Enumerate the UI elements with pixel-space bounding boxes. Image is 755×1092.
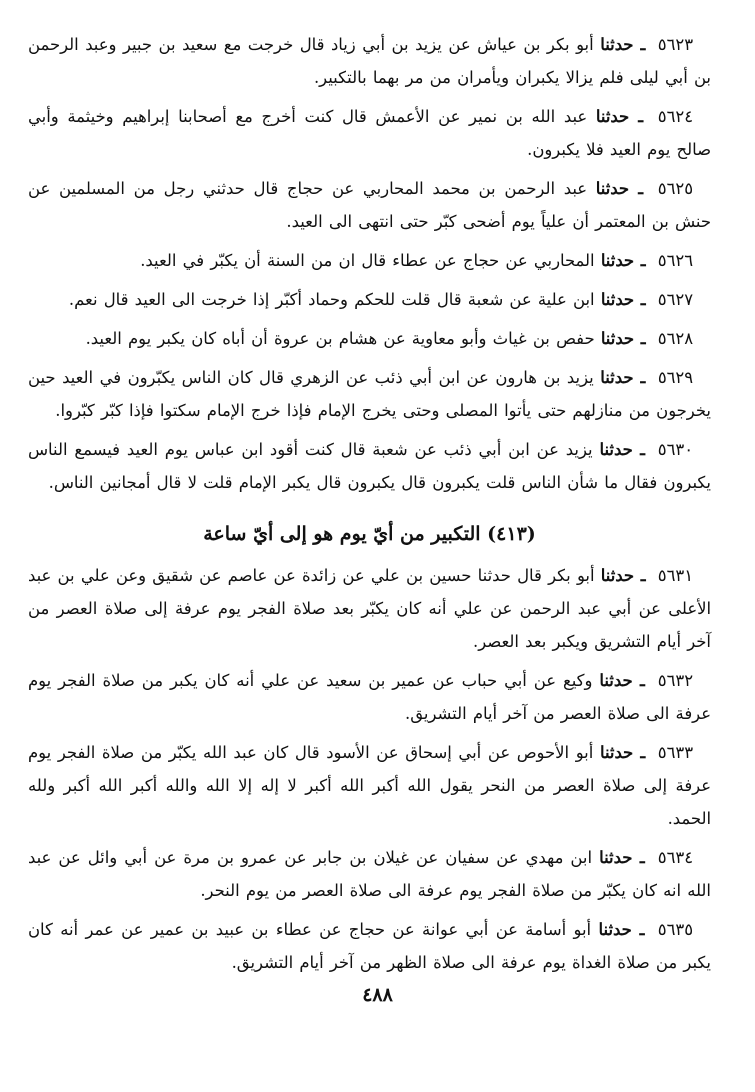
hadith-number: ٥٦٢٣ — [657, 35, 693, 54]
hadith-lead: ـ حدثنا — [599, 671, 645, 690]
hadith-paragraph — [28, 433, 711, 499]
hadith-lead: ـ حدثنا — [595, 179, 644, 198]
hadith-paragraph — [28, 283, 711, 316]
hadith-text: عبد الرحمن بن محمد المحاربي عن حجاج قال حدثني رجل من المسلمين عن حنش بن المعتمر أن علياً يوم أضحى كبّر حتى انتهى الى العيد. — [28, 179, 711, 231]
hadith-paragraph — [28, 28, 711, 94]
hadith-lead: ـ حدثنا — [600, 35, 646, 54]
hadith-text: يزيد عن ابن أبي ذئب عن شعبة قال كنت أقود ابن عباس يوم العيد فيسمع الناس يكبرون فقال ما شأن الناس قلت يكبرون قال يكبرون قال يكبر الإمام قلت لا قال أمجانين الناس. — [28, 440, 711, 492]
page-number: ٤٨٨ — [362, 984, 393, 1006]
hadith-number: ٥٦٣٣ — [657, 743, 694, 762]
hadith-number: ٥٦٣١ — [657, 566, 693, 585]
hadith-lead: ـ حدثنا — [600, 566, 646, 585]
hadith-lead: ـ حدثنا — [600, 251, 646, 270]
hadith-paragraph — [28, 664, 711, 730]
hadith-list-top — [28, 28, 711, 499]
hadith-paragraph — [28, 100, 711, 166]
hadith-text: أبو بكر قال حدثنا حسين بن علي عن زائدة عن عاصم عن شقيق وعن علي بن عبد الأعلى عن أبي عبد الرحمن عن علي أنه كان يكبّر بعد صلاة الفجر يوم عرفة إلى صلاة العصر من آخر أيام التشريق ويكبر بعد العصر. — [28, 566, 711, 651]
hadith-paragraph — [28, 736, 711, 835]
section-heading: (٤١٣) التكبير من أيّ يوم هو إلى أيّ ساعة — [203, 523, 536, 545]
hadith-lead: ـ حدثنا — [600, 329, 646, 348]
hadith-number: ٥٦٢٧ — [657, 290, 693, 309]
hadith-list-bottom — [28, 559, 711, 979]
hadith-number: ٥٦٢٩ — [657, 368, 694, 387]
hadith-paragraph — [28, 172, 711, 238]
hadith-number: ٥٦٢٥ — [657, 179, 694, 198]
hadith-paragraph — [28, 559, 711, 658]
hadith-text: وكيع عن أبي حباب عن عمير بن سعيد عن علي أنه كان يكبر من صلاة الفجر يوم عرفة الى صلاة العصر من آخر أيام التشريق. — [28, 671, 711, 723]
hadith-number: ٥٦٢٦ — [657, 251, 693, 270]
hadith-number: ٥٦٣٢ — [657, 671, 693, 690]
hadith-text: حفص بن غياث وأبو معاوية عن هشام بن عروة أن أباه كان يكبر يوم العيد. — [85, 329, 595, 348]
hadith-text: أبو أسامة عن أبي عوانة عن حجاج عن عطاء بن عبيد بن عمير عن عمر أنه كان يكبر من صلاة الغداة يوم عرفة الى صلاة الظهر من آخر أيام التشريق. — [28, 920, 711, 972]
hadith-paragraph — [28, 841, 711, 907]
hadith-text: يزيد بن هارون عن ابن أبي ذئب عن الزهري قال كان الناس يكبّرون في العيد حين يخرجون من منازلهم حتى يأتوا المصلى وحتى يخرج الإمام فإذا خرج الإمام سكتوا فإذا كبّر كبّروا. — [28, 368, 711, 420]
hadith-text: المحاربي عن حجاج عن عطاء قال ان من السنة أن يكبّر في العيد. — [140, 251, 595, 270]
hadith-text: عبد الله بن نمير عن الأعمش قال كنت أخرج مع أصحابنا إبراهيم وخيثمة وأبي صالح يوم العيد فلا يكبرون. — [28, 107, 711, 159]
hadith-text: أبو الأحوص عن أبي إسحاق عن الأسود قال كان عبد الله يكبّر من صلاة الفجر يوم عرفة إلى صلاة العصر من النحر يقول الله أكبر الله أكبر لا إله إلا الله والله أكبر الله أكبر ولله الحمد. — [28, 743, 711, 828]
hadith-paragraph — [28, 322, 711, 355]
hadith-text: ابن مهدي عن سفيان عن غيلان بن جابر عن عمرو بن مرة عن أبي وائل عن عبد الله انه كان يكبّر من صلاة الفجر يوم عرفة الى صلاة العصر من يوم النحر. — [28, 848, 711, 900]
hadith-lead: ـ حدثنا — [599, 743, 646, 762]
hadith-paragraph — [28, 913, 711, 979]
page-body — [28, 28, 711, 985]
hadith-number: ٥٦٣٥ — [657, 920, 693, 939]
hadith-text: أبو بكر بن عياش عن يزيد بن أبي زياد قال خرجت مع سعيد بن جبير وعبد الرحمن بن أبي ليلى فلم يزالا يكبران ويأمران من مر بهما بالتكبير. — [28, 35, 711, 87]
hadith-text: ابن علية عن شعبة قال قلت للحكم وحماد أكبّر إذا خرجت الى العيد قال نعم. — [68, 290, 595, 309]
hadith-number: ٥٦٣٠ — [657, 440, 693, 459]
hadith-paragraph — [28, 244, 711, 277]
hadith-number: ٥٦٣٤ — [657, 848, 693, 867]
hadith-lead: ـ حدثنا — [598, 920, 645, 939]
hadith-lead: ـ حدثنا — [599, 440, 645, 459]
hadith-lead: ـ حدثنا — [595, 107, 644, 126]
hadith-number: ٥٦٢٨ — [657, 329, 693, 348]
hadith-number: ٥٦٢٤ — [657, 107, 693, 126]
hadith-lead: ـ حدثنا — [599, 848, 645, 867]
hadith-lead: ـ حدثنا — [600, 368, 646, 387]
hadith-paragraph — [28, 361, 711, 427]
hadith-lead: ـ حدثنا — [600, 290, 646, 309]
